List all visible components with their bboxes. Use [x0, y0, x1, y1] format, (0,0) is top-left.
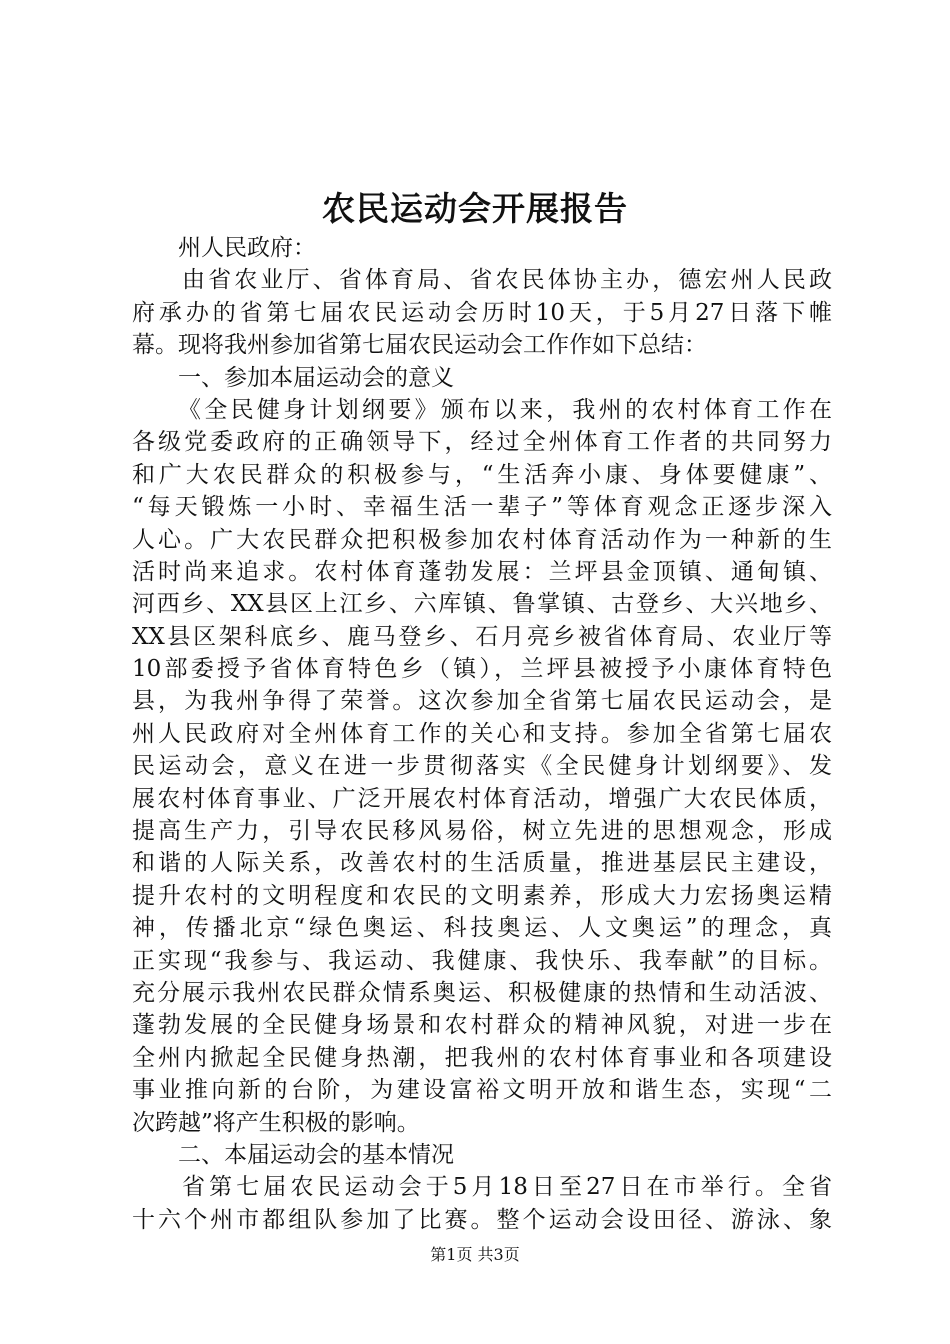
text-line: 《全民健身计划纲要》颁布以来，我州的农村体育工作在: [178, 396, 832, 423]
text-line: 和广大农民群众的积极参与，“生活奔小康、身体要健康”、: [132, 461, 832, 488]
page-footer: 第1页 共3页: [430, 1245, 520, 1264]
text-line: 展农村体育事业、广泛开展农村体育活动，增强广大农民体质，: [132, 785, 832, 812]
text-line: 州人民政府：: [178, 235, 316, 261]
text-line: 省第七届农民运动会于5月18日至27日在市举行。全省: [182, 1174, 832, 1201]
text-line: 次跨越”将产生积极的影响。: [132, 1109, 420, 1136]
text-line: 提高生产力，引导农民移风易俗，树立先进的思想观念，形成: [132, 818, 832, 845]
text-line: 神，传播北京“绿色奥运、科技奥运、人文奥运”的理念，真: [132, 915, 832, 942]
text-line: 蓬勃发展的全民健身场景和农村群众的精神风貌，对进一步在: [132, 1012, 832, 1039]
text-line: 河西乡、XX县区上江乡、六库镇、鲁掌镇、古登乡、大兴地乡、: [132, 591, 832, 618]
text-line: 民运动会，意义在进一步贯彻落实《全民健身计划纲要》、发: [132, 753, 832, 780]
text-line: 充分展示我州农民群众情系奥运、积极健康的热情和生动活波、: [132, 979, 832, 1006]
text-line: 一、参加本届运动会的意义: [178, 364, 454, 391]
text-line: 州人民政府对全州体育工作的关心和支持。参加全省第七届农: [132, 720, 832, 747]
text-line: “每天锻炼一小时、幸福生活一辈子”等体育观念正逐步深入: [132, 494, 832, 521]
text-line: 二、本届运动会的基本情况: [178, 1141, 454, 1168]
text-line: 事业推向新的台阶，为建设富裕文明开放和谐生态，实现“二: [132, 1077, 832, 1104]
text-line: 全州内掀起全民健身热潮，把我州的农村体育事业和各项建设: [132, 1044, 832, 1071]
text-line: 人心。广大农民群众把积极参加农村体育活动作为一种新的生: [132, 526, 832, 553]
text-line: 正实现“我参与、我运动、我健康、我快乐、我奉献”的目标。: [132, 947, 832, 974]
text-line: 各级党委政府的正确领导下，经过全州体育工作者的共同努力: [132, 429, 832, 456]
text-line: 十六个州市都组队参加了比赛。整个运动会设田径、游泳、象: [132, 1206, 832, 1233]
text-line: 和谐的人际关系，改善农村的生活质量，推进基层民主建设，: [132, 850, 832, 877]
text-line: 由省农业厅、省体育局、省农民体协主办，德宏州人民政: [182, 267, 832, 294]
text-line: 提升农村的文明程度和农民的文明素养，形成大力宏扬奥运精: [132, 882, 832, 909]
text-line: 县，为我州争得了荣誉。这次参加全省第七届农民运动会，是: [132, 688, 832, 715]
text-line: 幕。现将我州参加省第七届农民运动会工作作如下总结：: [132, 332, 707, 359]
text-line: 10部委授予省体育特色乡（镇），兰坪县被授予小康体育特色: [132, 656, 832, 683]
body-text: [132, 232, 832, 1236]
text-line: XX县区架科底乡、鹿马登乡、石月亮乡被省体育局、农业厅等: [132, 623, 832, 650]
page-title: 农民运动会开展报告: [322, 189, 628, 228]
text-line: 府承办的省第七届农民运动会历时10天，于5月27日落下帷: [132, 299, 832, 326]
text-line: 活时尚来追求。农村体育蓬勃发展：兰坪县金顶镇、通甸镇、: [132, 558, 832, 585]
